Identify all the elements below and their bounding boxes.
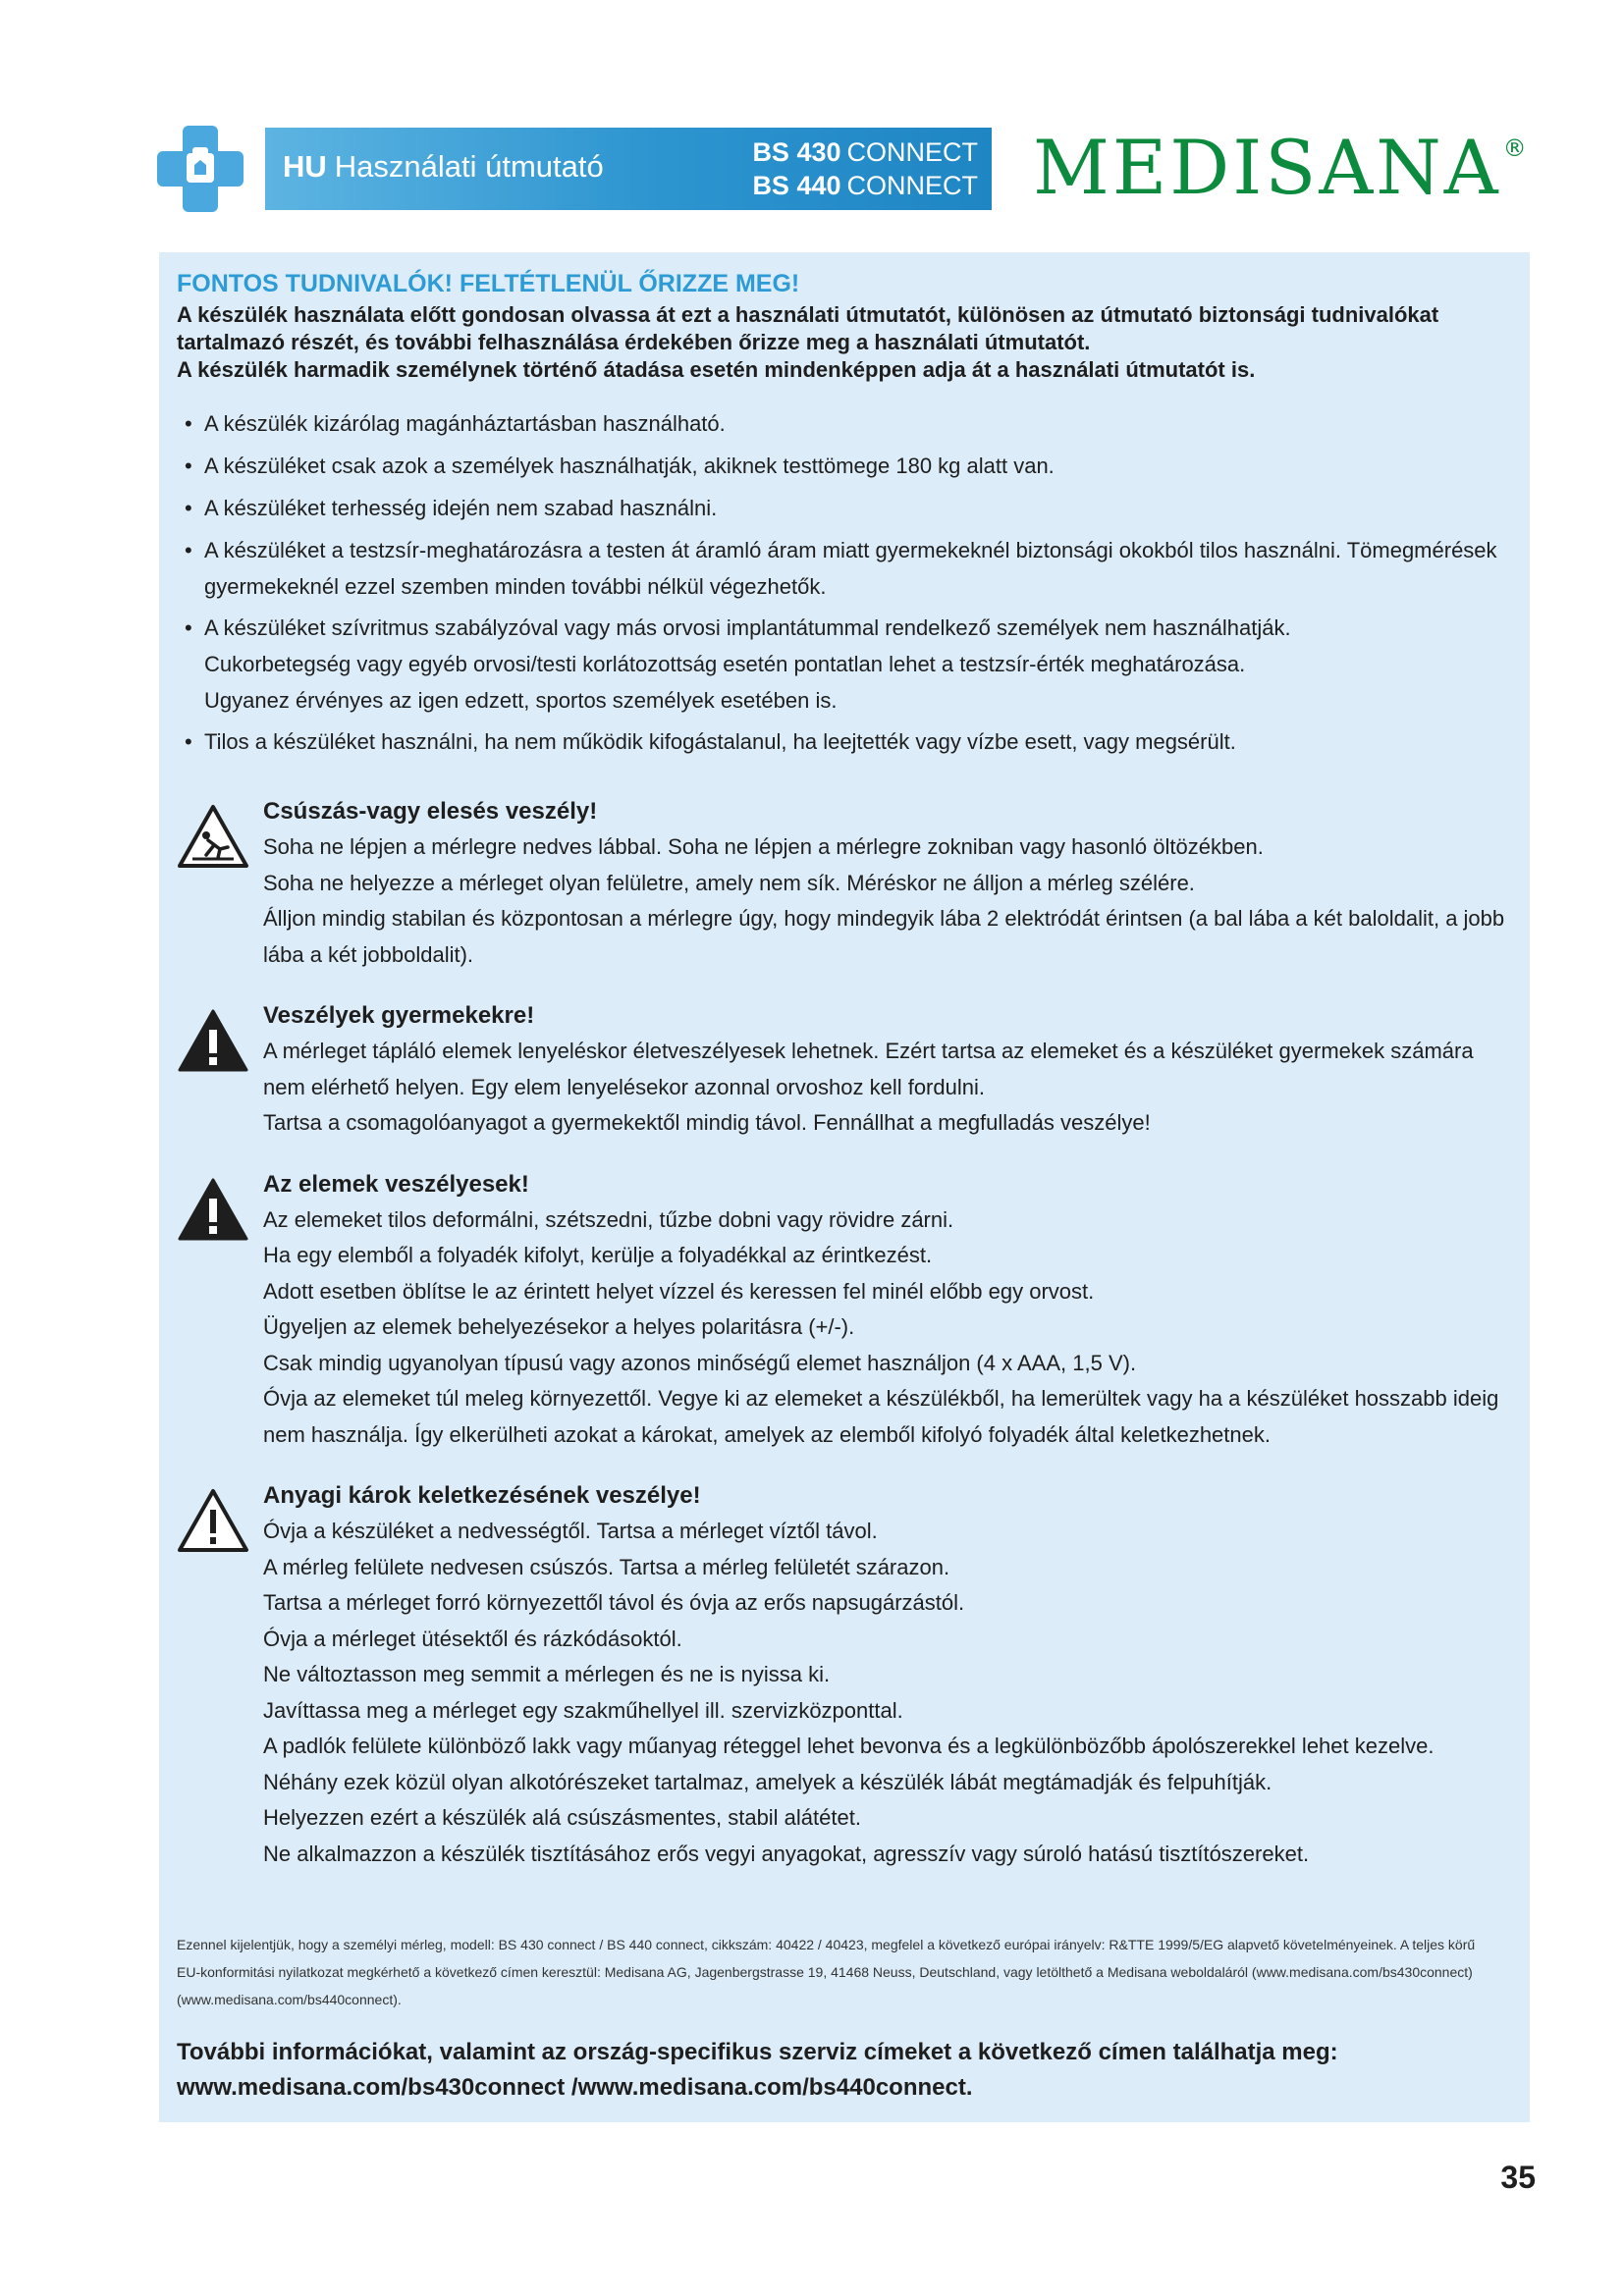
list-item-text: A készüléket a testzsír-meghatározásra a testen át áramló áram miatt gyermekeknél biztonsági okokból tilos használni. Tömegmérések gyermekeknél ezzel szemben minden további nélkül végezhetők. (204, 538, 1497, 599)
warning-icon (177, 1177, 249, 1242)
warning-line: Óvja a mérleget ütésektől és rázkódásoktól. (263, 1626, 682, 1651)
warning-line: Adott esetben öblítse le az érintett helyet vízzel és keressen fel minél előbb egy orvost. (263, 1278, 1095, 1304)
brand-name: MEDISANA (1033, 124, 1501, 211)
list-item (185, 490, 1512, 527)
model-code: BS 440 (752, 171, 841, 200)
warning-line: Ügyeljen az elemek behelyezésekor a helyes polaritásra (+/-). (263, 1314, 855, 1339)
warning-line: Ne változtasson meg semmit a mérlegen és ne is nyissa ki. (263, 1662, 831, 1686)
model-code: BS 430 (752, 137, 841, 167)
warning-slip (177, 794, 1512, 973)
warning-title: Az elemek veszélyesek! (263, 1170, 529, 1198)
language-code: HU (283, 149, 327, 184)
warning-line: Néhány ezek közül olyan alkotórészeket tartalmaz, amelyek a készülék lábát megtámadják és felpuhítják. (263, 1769, 1272, 1794)
warning-material-damage (177, 1478, 1512, 1872)
manual-title-text: Használati útmutató (334, 149, 604, 184)
intro-paragraph: A készülék használata előtt gondosan olvassa át ezt a használati útmutatót, különösen az útmutató biztonsági tudnivalókat tartalmazó részét, és további felhasználása érdekében őrizze meg a használati útmutatót. (177, 302, 1439, 354)
warning-line: A mérleget tápláló elemek lenyeléskor életveszélyesek lehetnek. Ezért tartsa az elemeket és a készüléket gyermekek számára nem elérhető helyen. Egy elem lenyelésekor azonnal orvoshoz kell fordulni. (263, 1039, 1474, 1099)
warning-line: Ne alkalmazzon a készülék tisztításához erős vegyi anyagokat, agresszív vagy súroló hatású tisztítószereket. (263, 1841, 1310, 1866)
intro-paragraph: A készülék harmadik személynek történő átadása esetén mindenképpen adja át a használati útmutatót is. (177, 357, 1256, 382)
list-item-text: A készülék kizárólag magánháztartásban használható. (204, 411, 726, 436)
registered-mark: ® (1502, 134, 1530, 162)
medical-cross-icon (157, 126, 244, 212)
slip-hazard-icon (177, 804, 249, 869)
list-item-text: • A készüléket szívritmus szabályzóval vagy más orvosi implantátummal rendelkező személyek nem használhatják. (204, 615, 1291, 640)
warning-line: Tartsa a csomagolóanyagot a gyermekektől mindig távol. Fennállhat a megfulladás veszélye! (263, 1110, 1151, 1135)
warning-line: Óvja az elemeket túl meleg környezettől. Vegye ki az elemeket a készülékből, ha lemerültek vagy ha a készüléket hosszabb ideig nem használja. Így elkerülheti azokat a károkat, amelyek az elemből kifolyó folyadék által keletkezhetnek. (263, 1386, 1499, 1447)
warning-title: Veszélyek gyermekekre! (263, 1002, 535, 1029)
safety-info-panel (159, 252, 1530, 2122)
more-info: További információkat, valamint az ország-specifikus szerviz címeket a következő címen találhatja meg: www.medisana.com/bs430connect /www.medisana.com/bs440connect. (177, 2039, 1338, 2101)
model-suffix: CONNECT (846, 171, 978, 200)
warning-title: Csúszás-vagy elesés veszély! (263, 798, 598, 825)
list-item-text: A készüléket terhesség idején nem szabad használni. (204, 496, 718, 520)
warning-line: Tartsa a mérleget forró környezettől távol és óvja az erős napsugárzástól. (263, 1590, 965, 1615)
list-item (185, 532, 1512, 605)
page-number: 35 (1500, 2160, 1536, 2195)
warning-line: Ha egy elemből a folyadék kifolyt, kerülje a folyadékkal az érintkezést. (263, 1243, 933, 1267)
brand-logo (1033, 124, 1530, 211)
model-line (752, 135, 978, 169)
warning-line: Álljon mindig stabilan és központosan a mérlegre úgy, hogy mindegyik lába 2 elektródát érintsen (a bal lába a két baloldalit, a jobb lába a két jobboldalit). (263, 906, 1505, 967)
list-item-text: Tilos a készüléket használni, ha nem működik kifogástalanul, ha leejtették vagy vízbe esett, vagy megsérült. (204, 729, 1236, 754)
warning-line: Soha ne helyezze a mérleget olyan felületre, amely nem sík. Méréskor ne álljon a mérleg szélére. (263, 870, 1195, 895)
manual-title-bar (265, 128, 992, 210)
model-list (752, 135, 978, 202)
manual-title (283, 149, 604, 185)
page-header (157, 126, 1532, 214)
list-item-text: Ugyanez érvényes az igen edzett, sportos személyek esetében is. (204, 688, 838, 713)
panel-content (177, 266, 1512, 1872)
list-item (185, 448, 1512, 485)
usage-restrictions-list (185, 405, 1512, 761)
warning-line: Az elemeket tilos deformálni, szétszedni, tűzbe dobni vagy rövidre zárni. (263, 1206, 954, 1232)
warning-line: Óvja a készüléket a nedvességtől. Tartsa a mérleget víztől távol. (263, 1519, 878, 1543)
important-title: FONTOS TUDNIVALÓK! FELTÉTLENÜL ŐRIZZE MEG! (177, 270, 800, 297)
list-item-text: Cukorbetegség vagy egyéb orvosi/testi korlátozottság esetén pontatlan lehet a testzsír-érték meghatározása. (204, 652, 1246, 676)
warning-line: Csak mindig ugyanolyan típusú vagy azonos minőségű elemet használjon (4 x AAA, 1,5 V). (263, 1350, 1137, 1375)
model-suffix: CONNECT (846, 137, 978, 167)
warning-children (177, 998, 1512, 1142)
warning-line: Javíttassa meg a mérleget egy szakműhellyel ill. szervizközponttal. (263, 1697, 903, 1723)
list-item (185, 723, 1512, 761)
caution-outline-icon (177, 1488, 249, 1553)
warning-batteries (177, 1167, 1512, 1454)
intro-text (177, 301, 1512, 384)
warning-icon (177, 1008, 249, 1073)
list-item (185, 405, 1512, 443)
warning-title: Anyagi károk keletkezésének veszélye! (263, 1482, 701, 1509)
warning-line: Helyezzen ezért a készülék alá csúszásmentes, stabil alátétet. (263, 1805, 861, 1830)
conformity-declaration: Ezennel kijelentjük, hogy a személyi mérleg, modell: BS 430 connect / BS 440 connect, cikkszám: 40422 / 40423, megfelel a következő európai irányelv: R&TTE 1999/5/EG alapvető követelményeinek. A teljes körű EU-konformitási nyilatkozat megkérhető a következő címen keresztül: Medisana AG, Jagenbergstrasse 19, 41468 Neuss, Deutschland, vagy letölthető a Medisana weboldaláról (www.medisana.com/bs430connect) (www.medisana.com/bs440connect). (177, 1937, 1476, 2007)
warning-line: A padlók felülete különböző lakk vagy műanyag réteggel lehet bevonva és a legkülönbözőbb ápolószerekkel lehet kezelve. (263, 1734, 1435, 1758)
warning-line: Soha ne lépjen a mérlegre nedves lábbal. Soha ne lépjen a mérlegre zokniban vagy hasonló öltözékben. (263, 834, 1264, 859)
list-item (185, 610, 1512, 719)
warning-line: A mérleg felülete nedvesen csúszós. Tartsa a mérleg felületét szárazon. (263, 1554, 950, 1579)
model-line (752, 169, 978, 202)
list-item-text: A készüléket csak azok a személyek használhatják, akiknek testtömege 180 kg alatt van. (204, 454, 1055, 478)
